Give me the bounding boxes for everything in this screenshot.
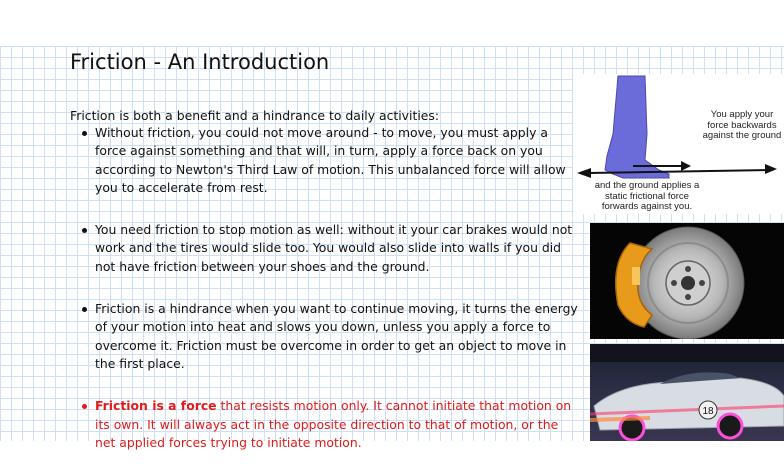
race-car-illustration (590, 344, 784, 441)
wheel-rear (718, 414, 742, 438)
bullet-text: that resists motion only. It cannot initiate that motion on its own. It will always act in the opposite direction to that of motion, or the net applied forces trying to initiate motion. (95, 398, 572, 450)
friction-diagram (573, 74, 784, 214)
label-ground-force: and the ground applies a static frictional force forwards against you. (594, 180, 700, 212)
arrow-short-head (681, 161, 691, 171)
arrow-right-head (765, 164, 777, 174)
bullet-text: Without friction, you could not move around - to move, you must apply a force against something and that will, in turn, apply a force back on you according to Newton's Third Law of motion. This unbalanced force will allow you to accelerate from rest. (95, 125, 566, 195)
bullet-item (78, 124, 578, 197)
car-number: 18 (702, 406, 714, 417)
bullet-item-highlight (78, 397, 578, 452)
brake-disc-image (590, 223, 784, 339)
bullet-dot (82, 307, 87, 312)
bullet-dot (82, 228, 87, 233)
bullet-dot (82, 131, 87, 136)
bullet-list (78, 124, 578, 469)
arrow-left-head (577, 168, 591, 178)
bullet-text: You need friction to stop motion as well: without it your car brakes would not work and the tires would slide too. You would also slide into walls if you did not have friction between your shoes and the ground. (95, 222, 573, 274)
disc-center (681, 276, 695, 290)
label-apply-force: You apply your force backwards against the ground (702, 109, 782, 141)
sock-shape (605, 76, 669, 178)
bullet-dot (82, 404, 87, 409)
bullet-bold-text: Friction is a force (95, 398, 217, 414)
slide-title: Friction - An Introduction (70, 50, 330, 74)
race-car-image (590, 344, 784, 441)
intro-text: Friction is both a benefit and a hindrance to daily activities: (70, 108, 440, 123)
brake-disc-illustration (590, 223, 784, 339)
bullet-item (78, 221, 578, 276)
bullet-item (78, 300, 578, 373)
bullet-text: Friction is a hindrance when you want to continue moving, it turns the energy of your motion into heat and slows you down, unless you apply a force to overcome it. Friction must be overcome in order to get an object to move in the first place. (95, 301, 578, 371)
